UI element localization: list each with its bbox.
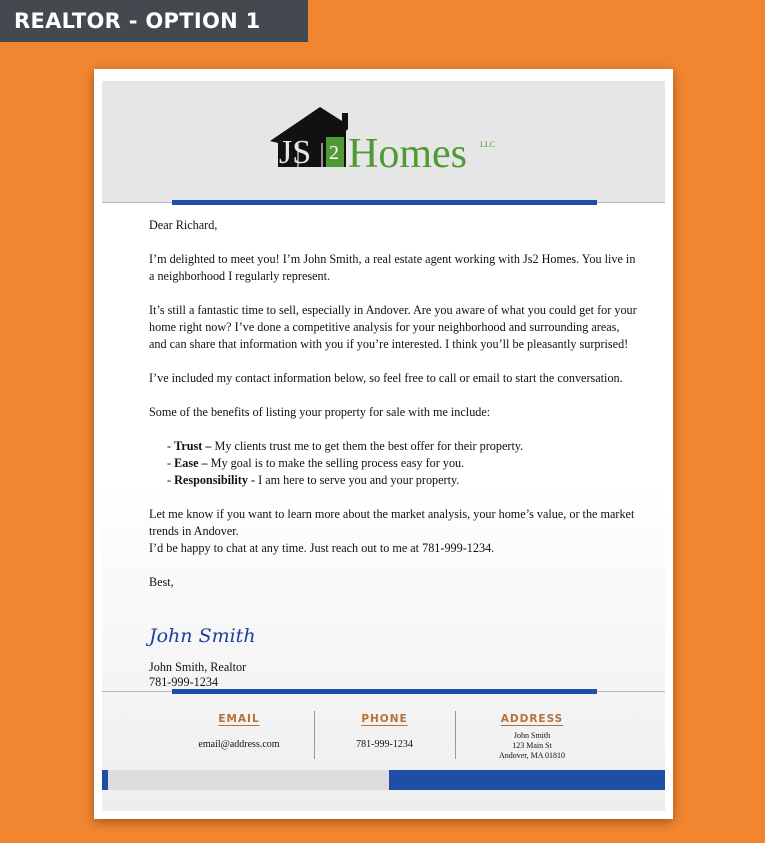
footer-email: [174, 713, 304, 750]
benefit-text: I am here to serve you and your property.: [258, 473, 460, 487]
paragraph-intro: I’m delighted to meet you! I’m John Smith, a real estate agent working with Js2 Homes. You live in a neighborhood I regularly represent.: [149, 252, 636, 283]
benefits-list: [149, 438, 639, 489]
footer-bar-gray: [108, 770, 389, 790]
address-line: 123 Main St: [512, 741, 552, 750]
logo-homes-text: Homes: [348, 131, 467, 177]
letterhead-page: [94, 69, 673, 819]
logo-js-text: JS: [279, 134, 312, 171]
footer-phone-value[interactable]: 781-999-1234: [356, 739, 413, 750]
logo-two-text: 2: [329, 142, 339, 164]
letterhead-inner: [102, 77, 665, 811]
footer-phone-label: PHONE: [361, 713, 408, 725]
benefit-item: - Responsibility - I am here to serve you and your property.: [167, 473, 460, 487]
closing-salutation: Best,: [149, 575, 174, 589]
footer-address: [467, 713, 597, 761]
company-logo: [268, 105, 503, 177]
benefit-title: Ease –: [174, 456, 208, 470]
closing-line-2: I’d be happy to chat at any time. Just reach out to me at 781-999-1234.: [149, 541, 495, 555]
footer-separator: [314, 711, 315, 759]
paragraph-closing: [149, 506, 639, 557]
option-tag: REALTOR - OPTION 1: [0, 0, 308, 42]
sender-name: John Smith, Realtor: [149, 660, 247, 674]
benefit-text: My goal is to make the selling process easy for you.: [210, 456, 465, 470]
paragraph-market: It’s still a fantastic time to sell, especially in Andover. Are you aware of what you could get for your home right now? I’ve done a competitive analysis for your neighborhood and surrounding areas, and can share that information with you if you’re interested. I think you’ll be pleasantly surprised!: [149, 303, 637, 351]
paragraph-contact: I’ve included my contact information below, so feel free to call or email to start the conversation.: [149, 371, 623, 385]
closing-line-1: Let me know if you want to learn more about the market analysis, your home’s value, or the market trends in Andover.: [149, 507, 635, 538]
footer-phone: [327, 713, 442, 750]
benefit-item: - Trust – My clients trust me to get them the best offer for their property.: [167, 439, 524, 453]
greeting: Dear Richard,: [149, 218, 218, 232]
letter-body: [149, 217, 639, 608]
footer-accent-bar: [172, 689, 597, 694]
footer-address-label: ADDRESS: [500, 713, 564, 725]
footer-address-value: [467, 731, 597, 761]
footer-separator: [455, 711, 456, 759]
benefit-title: Responsibility -: [174, 473, 256, 487]
footer-bar-right: [389, 770, 665, 790]
address-line: Andover, MA 01810: [498, 751, 566, 760]
sender-block: [149, 660, 246, 690]
sender-phone: 781-999-1234: [149, 675, 219, 689]
header-accent-bar: [172, 200, 597, 205]
benefit-item: - Ease – My goal is to make the selling process easy for you.: [167, 456, 465, 470]
footer-email-value[interactable]: email@address.com: [198, 739, 280, 750]
benefit-title: Trust –: [174, 439, 212, 453]
address-line: John Smith: [513, 731, 551, 740]
footer-email-label: EMAIL: [218, 713, 260, 725]
paragraph-benefits-intro: Some of the benefits of listing your property for sale with me include:: [149, 405, 491, 419]
logo-llc-text: LLC: [480, 140, 496, 149]
handwritten-signature: John Smith: [149, 625, 256, 647]
benefit-text: My clients trust me to get them the best offer for their property.: [214, 439, 524, 453]
